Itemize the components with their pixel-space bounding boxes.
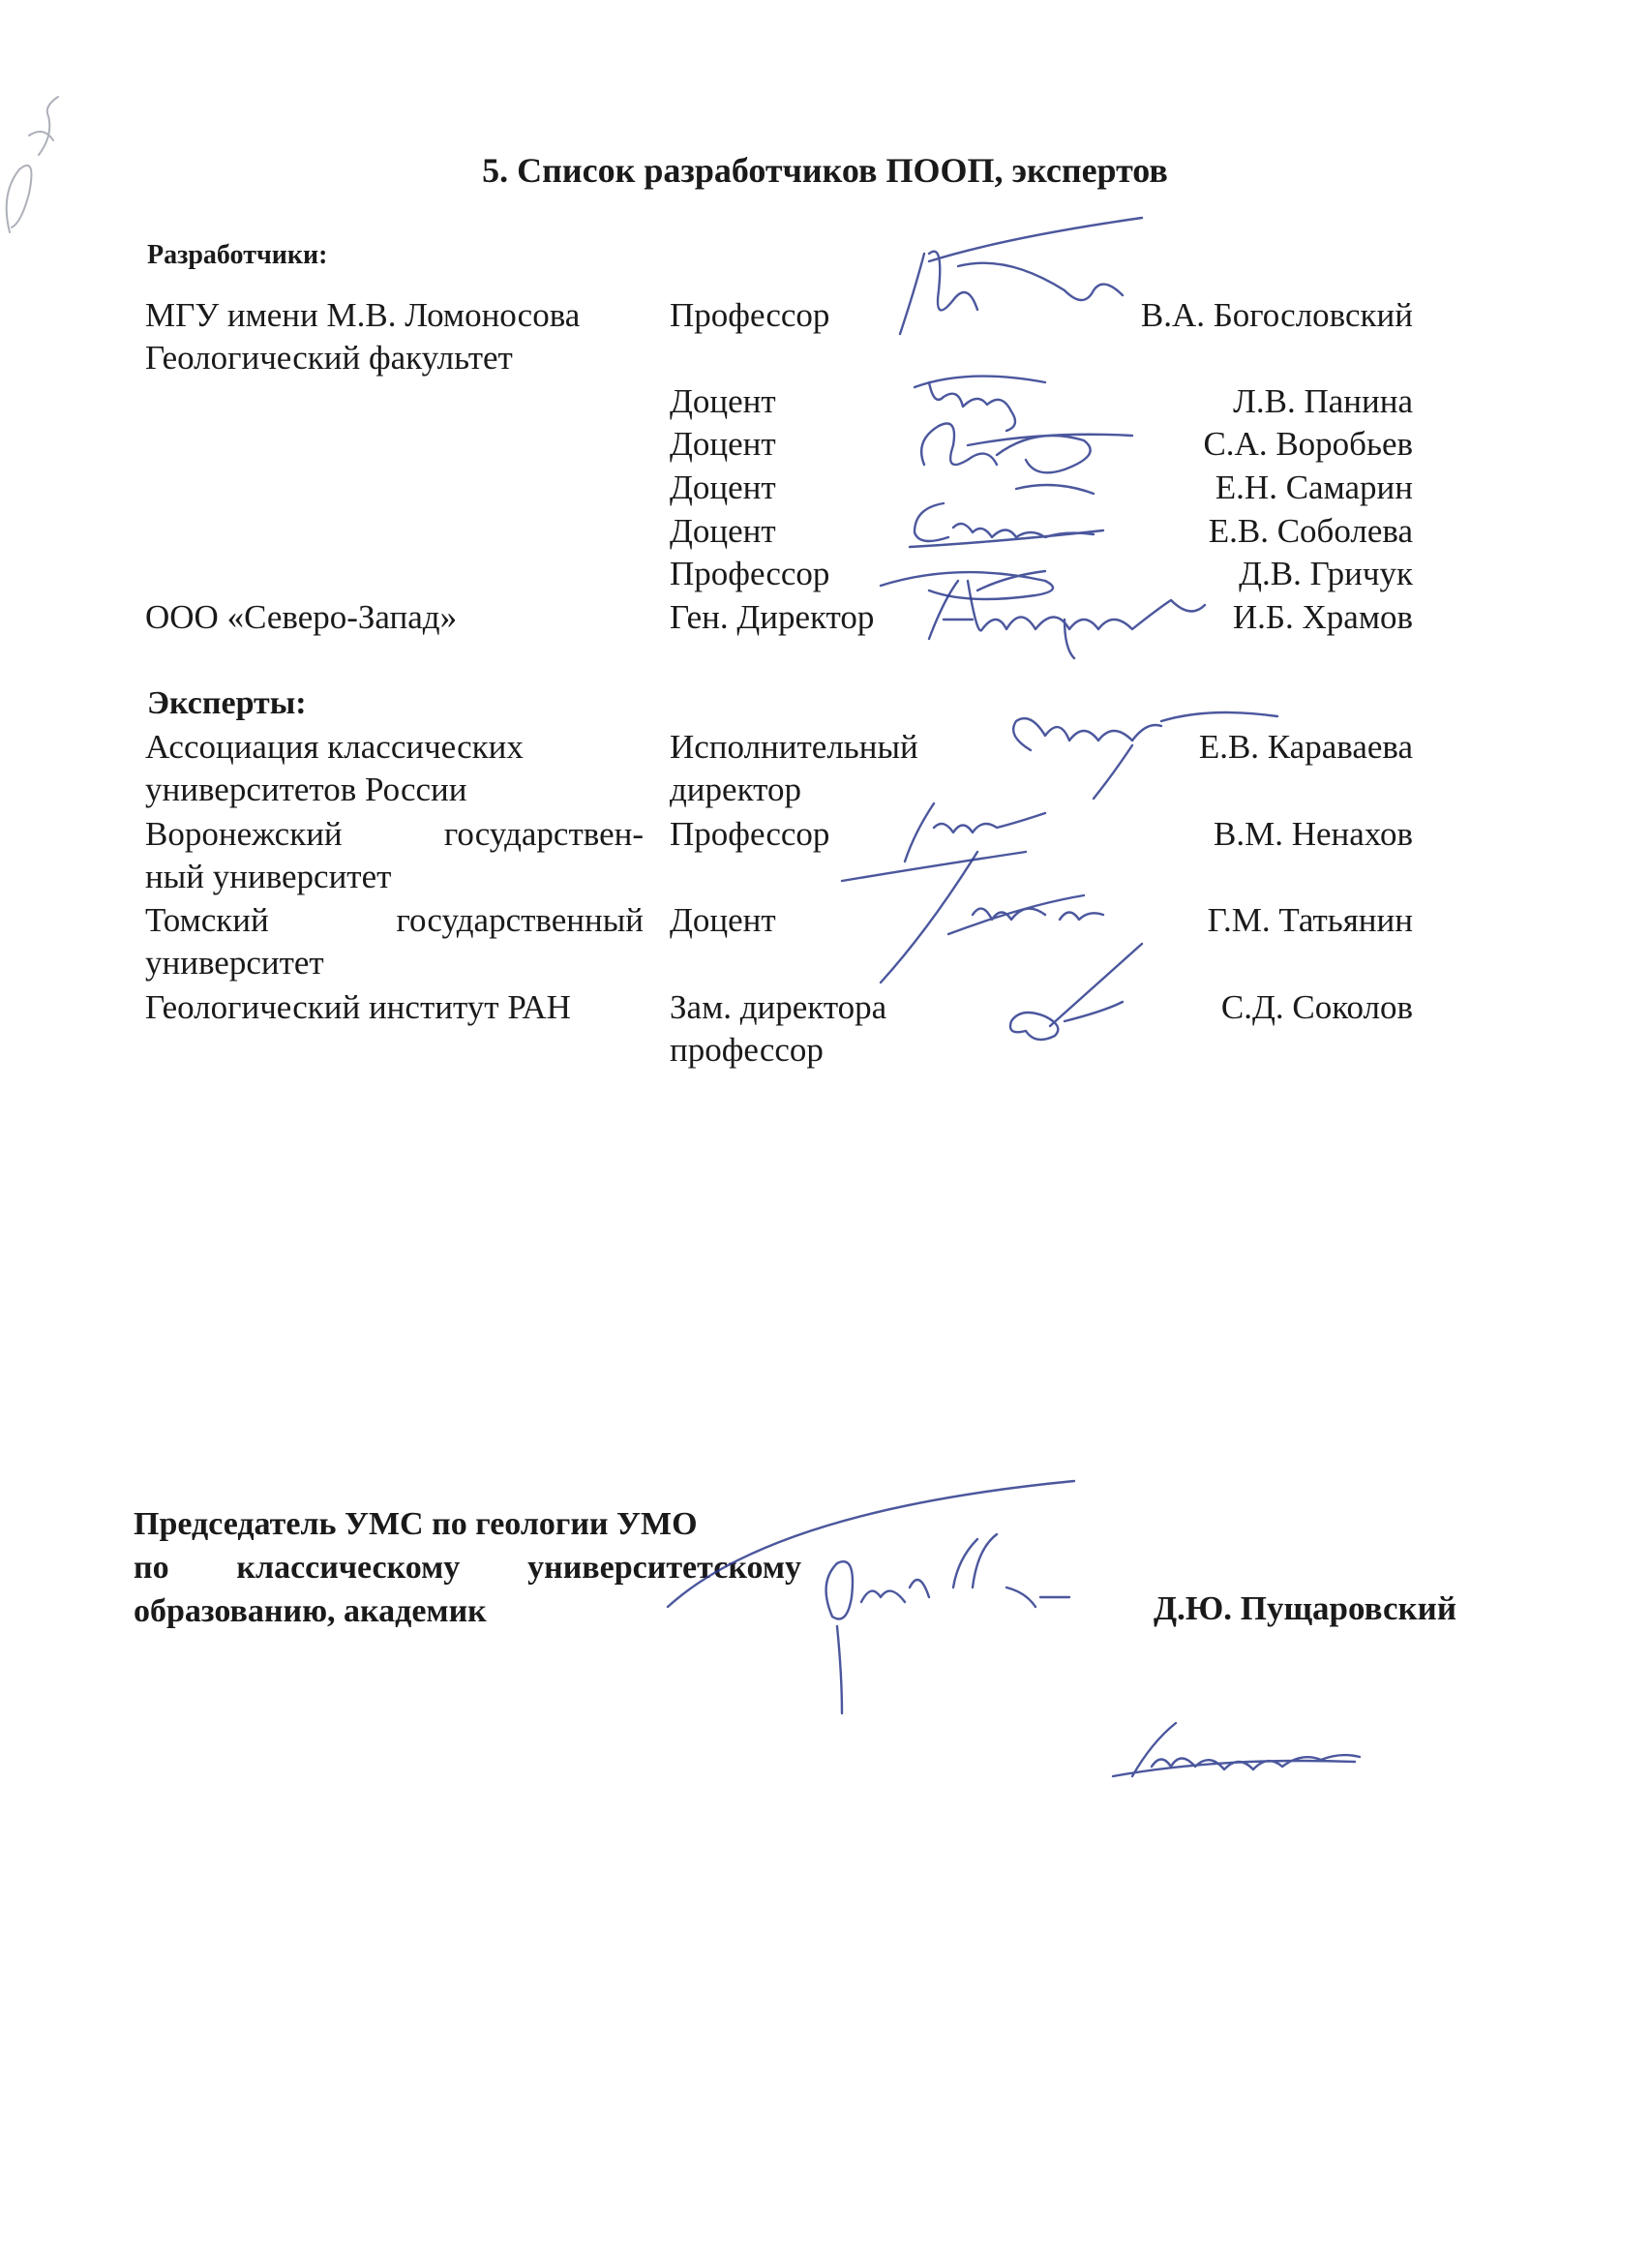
expert-org-line: Воронежский государствен- [145, 815, 644, 853]
expert-org-line: Геологический институт РАН [145, 988, 571, 1026]
chair-name: Д.Ю. Пущаровский [1154, 1589, 1456, 1627]
expert-org-line: ный университет [145, 858, 392, 895]
chair-title-line: образованию, академик [134, 1593, 487, 1629]
developer-org: ООО «Северо-Запад» [145, 598, 458, 636]
expert-position-line: директор [670, 771, 801, 808]
page-title: 5. Список разработчиков ПООП, экспертов [482, 151, 1168, 190]
chair-title-line: по классическому университетскому [134, 1550, 801, 1586]
expert-org [145, 726, 644, 811]
developer-position: Доцент [670, 469, 776, 506]
expert-org-line: Томский государственный [145, 901, 644, 939]
developer-name: Д.В. Гричук [1239, 555, 1413, 592]
signature-peplov [1113, 1723, 1360, 1776]
developer-name: Л.В. Панина [1233, 382, 1413, 420]
expert-position-line: профессор [670, 1031, 824, 1069]
developer-name: С.А. Воробьев [1203, 425, 1413, 463]
experts-label: Эксперты: [147, 685, 307, 721]
developer-name: И.Б. Храмов [1232, 598, 1413, 636]
developer-position: Профессор [670, 296, 830, 334]
expert-name: В.М. Ненахов [1214, 815, 1413, 853]
chair-title-line: Председатель УМС по геологии УМО [134, 1506, 698, 1542]
expert-position-line: Исполнительный [670, 728, 918, 766]
developer-org: Геологический факультет [145, 339, 513, 377]
expert-name: Г.М. Татьянин [1207, 901, 1413, 939]
developer-name: Е.Н. Самарин [1215, 469, 1413, 506]
expert-position [670, 813, 979, 856]
expert-org-line: университет [145, 944, 324, 982]
developer-position: Доцент [670, 512, 776, 550]
expert-position-line: Зам. директора [670, 988, 887, 1026]
expert-org [145, 813, 644, 898]
developer-position: Ген. Директор [670, 598, 875, 636]
developer-position: Профессор [670, 555, 830, 592]
developer-position: Доцент [670, 425, 776, 463]
expert-org-line: университетов России [145, 771, 467, 808]
developer-org: МГУ имени М.В. Ломоносова [145, 296, 581, 334]
expert-org [145, 899, 644, 984]
developer-position: Доцент [670, 382, 776, 420]
expert-position [670, 986, 979, 1072]
expert-position-line: Профессор [670, 815, 830, 853]
expert-name: Е.В. Караваева [1198, 728, 1413, 766]
expert-position-line: Доцент [670, 901, 776, 939]
developer-name: Е.В. Соболева [1208, 512, 1413, 550]
developers-label: Разработчики: [147, 240, 328, 270]
expert-org-line: Ассоциация классических [145, 728, 524, 766]
developer-name: В.А. Богословский [1140, 296, 1413, 334]
chair-title [134, 1502, 801, 1633]
expert-position [670, 899, 979, 942]
expert-org [145, 986, 644, 1029]
expert-name: С.Д. Соколов [1220, 988, 1413, 1026]
expert-position [670, 726, 979, 811]
